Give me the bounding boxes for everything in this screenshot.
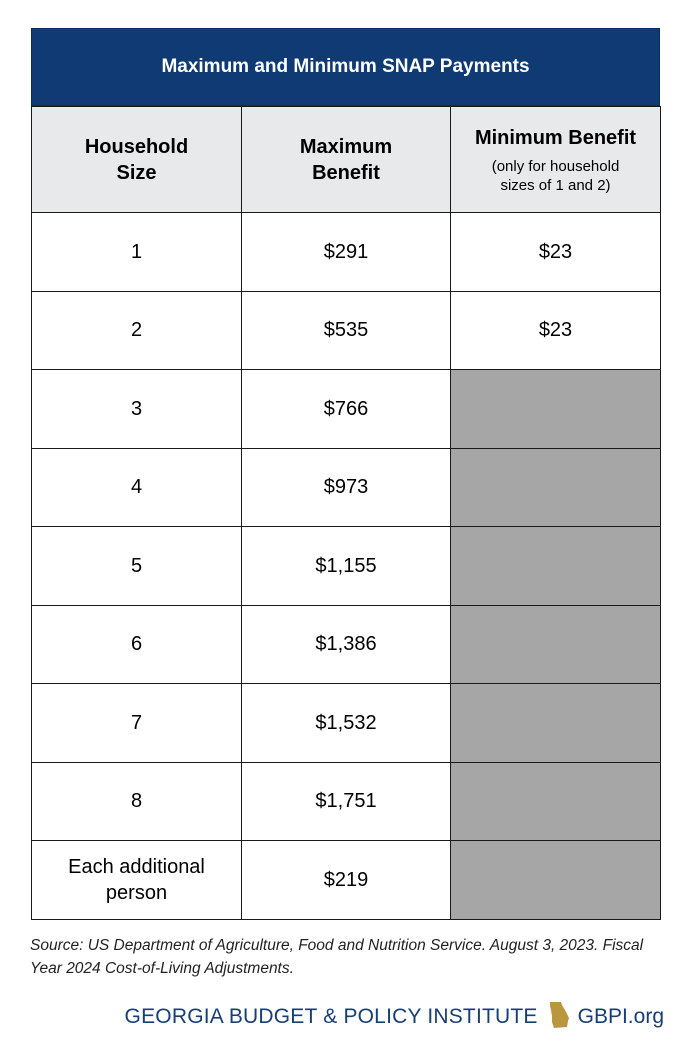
table-row — [32, 841, 661, 920]
cell-household-size: 2 — [32, 291, 242, 370]
table-row — [32, 605, 661, 684]
cell-household-size: 7 — [32, 684, 242, 763]
table-row — [32, 291, 661, 370]
cell-maximum-benefit: $973 — [242, 448, 451, 527]
header-maximum-benefit — [242, 107, 451, 213]
cell-minimum-benefit: $23 — [451, 213, 661, 292]
cell-minimum-benefit: $23 — [451, 291, 661, 370]
cell-minimum-benefit — [451, 684, 661, 763]
cell-maximum-benefit: $535 — [242, 291, 451, 370]
header-minimum-benefit-note: (only for household sizes of 1 and 2) — [491, 157, 620, 194]
cell-household-size — [32, 841, 242, 920]
table-row — [32, 370, 661, 449]
cell-household-size: 5 — [32, 527, 242, 606]
cell-maximum-benefit: $1,532 — [242, 684, 451, 763]
cell-household-size-text: Each additional person — [68, 855, 205, 904]
organization-name: GEORGIA BUDGET & POLICY INSTITUTE — [124, 1005, 538, 1028]
header-minimum-benefit-label: Minimum Benefit — [474, 126, 637, 149]
website-link[interactable]: GBPI.org — [577, 1005, 664, 1028]
source-note: Source: US Department of Agriculture, Food and Nutrition Service. August 3, 2023. Fiscal Year 2024 Cost-of-Living Adjustments. — [30, 937, 644, 977]
table-row — [32, 762, 661, 841]
cell-minimum-benefit — [451, 605, 661, 684]
header-maximum-benefit-label: Maximum Benefit — [299, 135, 393, 184]
cell-maximum-benefit: $219 — [242, 841, 451, 920]
table-header-row — [32, 107, 661, 213]
cell-maximum-benefit: $291 — [242, 213, 451, 292]
cell-maximum-benefit: $766 — [242, 370, 451, 449]
cell-minimum-benefit — [451, 527, 661, 606]
georgia-state-icon — [548, 1001, 570, 1034]
cell-household-size: 3 — [32, 370, 242, 449]
snap-table-container — [31, 28, 660, 920]
cell-maximum-benefit: $1,751 — [242, 762, 451, 841]
footer — [125, 1000, 664, 1034]
cell-maximum-benefit: $1,155 — [242, 527, 451, 606]
header-minimum-benefit — [451, 107, 661, 213]
table-row — [32, 684, 661, 763]
table-row — [32, 527, 661, 606]
table-row — [32, 213, 661, 292]
cell-household-size: 6 — [32, 605, 242, 684]
header-household-size — [32, 107, 242, 213]
table-title: Maximum and Minimum SNAP Payments — [31, 28, 660, 106]
cell-household-size: 8 — [32, 762, 242, 841]
cell-minimum-benefit — [451, 841, 661, 920]
cell-household-size: 4 — [32, 448, 242, 527]
table-row — [32, 448, 661, 527]
cell-minimum-benefit — [451, 762, 661, 841]
cell-minimum-benefit — [451, 448, 661, 527]
header-household-size-label: Household Size — [84, 135, 189, 184]
cell-maximum-benefit: $1,386 — [242, 605, 451, 684]
snap-payments-table — [31, 106, 661, 920]
table-body — [32, 213, 661, 920]
cell-minimum-benefit — [451, 370, 661, 449]
cell-household-size: 1 — [32, 213, 242, 292]
